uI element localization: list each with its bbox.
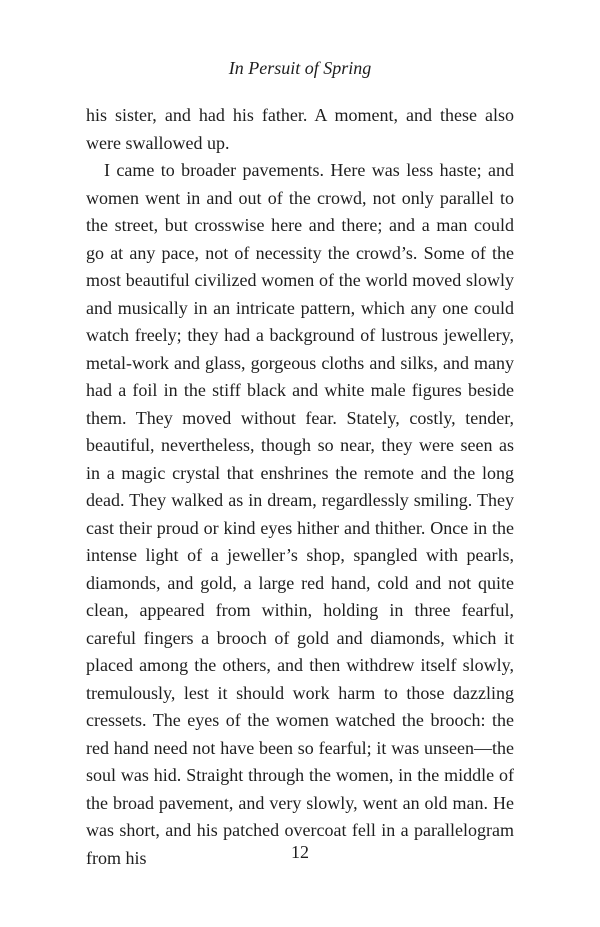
- running-head: In Persuit of Spring: [228, 58, 372, 78]
- body-text: [86, 102, 514, 872]
- page-number: 12: [291, 842, 309, 862]
- paragraph: I came to broader pavements. Here was less haste; and women went in and out of the crowd, not only parallel to the street, but crosswise here and there; and a man could go at any pace, not of necessity the crowd’s. Some of the most beautiful civilized women of the world moved slowly and musically in an intricate pattern, which any one could watch freely; they had a background of lustrous jewellery, metal-work and glass, gorgeous cloths and silks, and many had a foil in the stiff black and white male figures beside them. They moved without fear. Stately, costly, tender, beautiful, nevertheless, though so near, they were seen as in a magic crystal that enshrines the remote and the long dead. They walked as in dream, regardlessly smiling. They cast their proud or kind eyes hither and thither. Once in the intense light of a jeweller’s shop, spangled with pearls, diamonds, and gold, a large red hand, cold and not quite clean, appeared from within, holding in three fearful, careful fingers a brooch of gold and diamonds, which it placed among the others, and then withdrew itself slowly, tremulously, lest it should work harm to those dazzling cressets. The eyes of the women watched the brooch: the red hand need not have been so fearful; it was unseen—the soul was hid. Straight through the women, in the middle of the broad pavement, and very slowly, went an old man. He was short, and his patched overcoat fell in a parallelogram from his: [86, 160, 514, 868]
- paragraph-continuation: his sister, and had his father. A moment, and these also were swallowed up.: [86, 105, 514, 153]
